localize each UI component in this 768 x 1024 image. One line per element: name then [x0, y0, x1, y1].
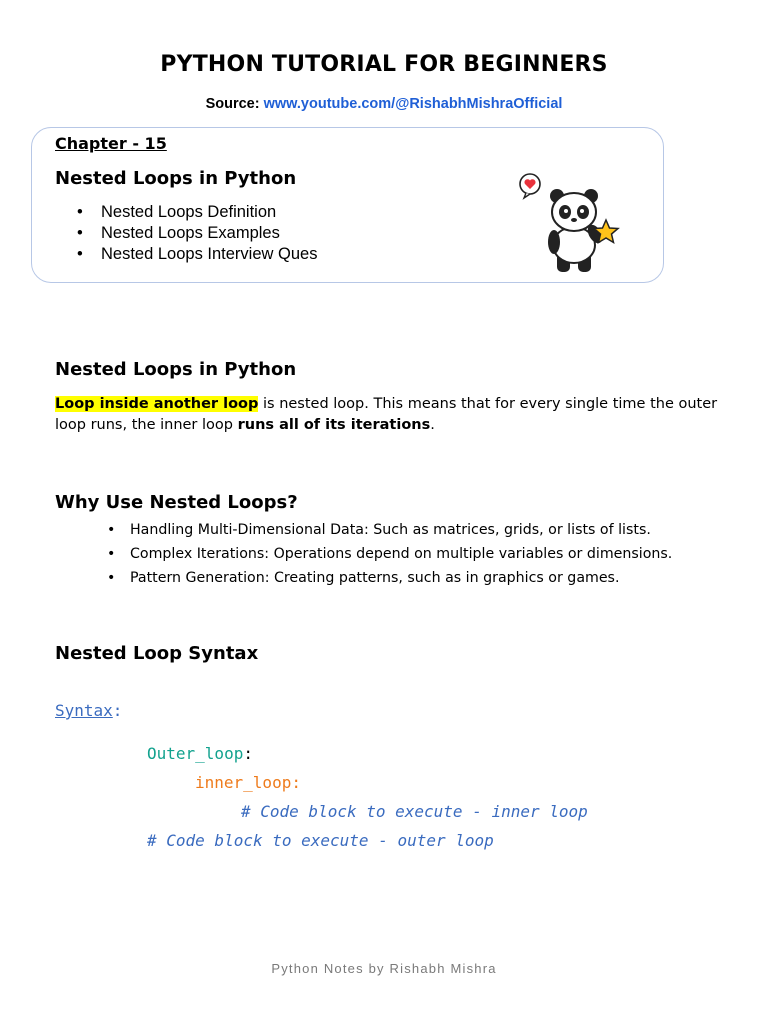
bullet-icon: •	[77, 245, 83, 263]
source-label: Source:	[205, 96, 260, 112]
code-line-outer-comment: # Code block to execute - outer loop	[147, 831, 494, 850]
heart-bubble-icon	[520, 174, 540, 198]
bullet-icon: •	[107, 522, 116, 538]
list-item: • Pattern Generation: Creating patterns, such as in graphics or games.	[107, 566, 672, 590]
bullet-icon: •	[107, 546, 116, 562]
code-line-inner-comment: # Code block to execute - inner loop	[241, 802, 588, 821]
bullet-icon: •	[107, 570, 116, 586]
section-heading-why: Why Use Nested Loops?	[55, 492, 298, 513]
topic-list	[55, 202, 317, 265]
chapter-heading: Nested Loops in Python	[55, 168, 297, 189]
source-line	[0, 96, 768, 112]
list-item: • Handling Multi-Dimensional Data: Such as matrices, grids, or lists of lists.	[107, 518, 672, 542]
list-item: • Complex Iterations: Operations depend on multiple variables or dimensions.	[107, 542, 672, 566]
list-item: • Nested Loops Definition	[77, 203, 277, 221]
chapter-label: Chapter - 15	[55, 134, 167, 153]
list-item: • Nested Loops Examples	[77, 224, 280, 242]
source-link[interactable]: www.youtube.com/@RishabhMishraOfficial	[263, 96, 563, 112]
page-title: PYTHON TUTORIAL FOR BEGINNERS	[160, 52, 608, 77]
definition-paragraph: Loop inside another loop is nested loop. This means that for every single time the outer loop runs, the inner loop runs all of its iterations.	[55, 396, 718, 433]
section-heading-nested-loops: Nested Loops in Python	[55, 359, 297, 380]
syntax-label: Syntax:	[55, 701, 123, 720]
code-line-inner-loop: inner_loop:	[195, 773, 301, 792]
why-list	[107, 518, 672, 590]
bullet-icon: •	[77, 203, 83, 221]
chapter-box	[31, 127, 664, 283]
list-item: • Nested Loops Interview Ques	[77, 245, 318, 263]
highlighted-text: Loop inside another loop	[55, 396, 259, 412]
panda-mascot-icon	[516, 172, 626, 276]
code-line-outer-loop: Outer_loop:	[147, 744, 253, 763]
section-heading-syntax: Nested Loop Syntax	[55, 643, 259, 664]
bullet-icon: •	[77, 224, 83, 242]
page-footer: Python Notes by Rishabh Mishra	[271, 961, 497, 976]
